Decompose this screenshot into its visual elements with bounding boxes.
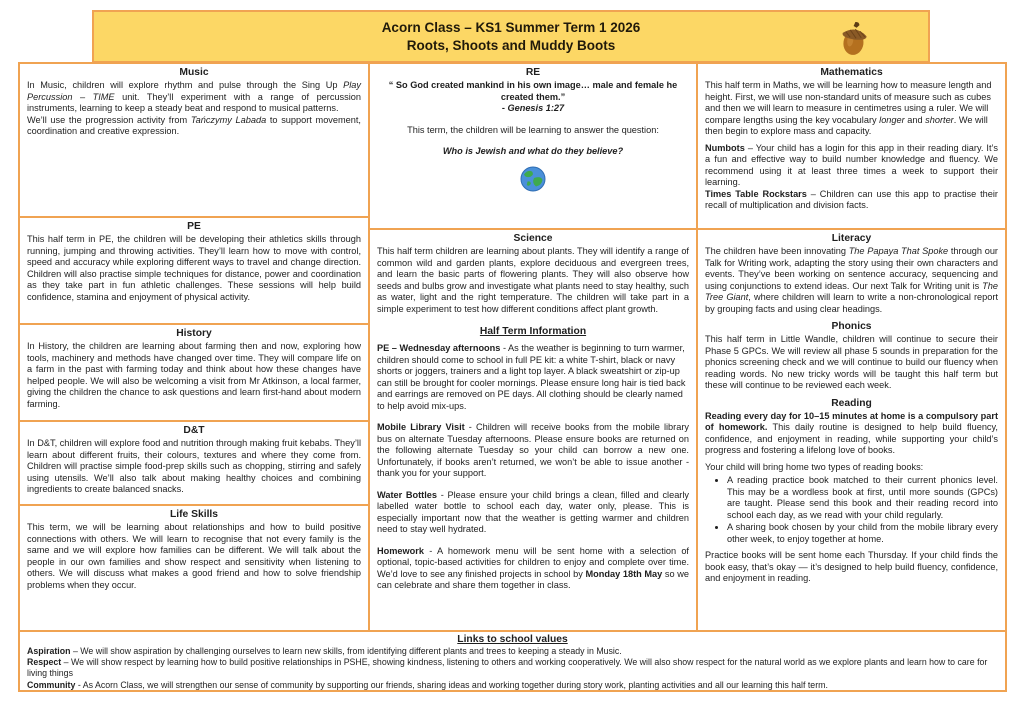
reading-books-list <box>705 475 998 545</box>
reading-book-item: • A sharing book chosen by your child from the mobile library every other week, to enjoy together at home. <box>727 522 998 545</box>
section-dt <box>18 420 370 506</box>
curriculum-columns <box>18 62 1007 632</box>
mathematics-paragraph: This half term in Maths, we will be learning how to measure length and height. First, we will use non-standard units of measure such as cubes and then we will learn to measure in centimetres using a ruler. We will compare lengths using the key vocabulary longer and shorter. We will then begin to explore mass and capacity. <box>705 80 992 136</box>
phonics-paragraph: This half term in Little Wandle, children will continue to secure their Phase 5 GPCs. We will review all phase 5 sounds in preparation for the phonics screening check and we will continue to build our fluency when reading words. No new tricky words will be taught this half term but these will continue to be reviewed each week. <box>705 334 998 390</box>
music-paragraph: In Music, children will explore rhythm and pulse through the Sing Up Play Percussion – TIME unit. They’ll experiment with a range of percussion instruments, learning to keep a steady beat and respond to musical patterns. <box>27 80 362 113</box>
reading-books-intro: Your child will bring home two types of reading books: <box>705 461 924 472</box>
re-quote: “ So God created mankind in his own image… male and female he created them.” <box>388 80 678 102</box>
music-title: Music <box>179 67 209 78</box>
music-paragraph: We’ll use the progression activity from Tańczymy Labada to support movement, coordination and creative expression. <box>27 114 361 136</box>
phonics-title: Phonics <box>831 321 872 332</box>
right-column <box>696 62 1007 632</box>
section-music <box>18 62 370 218</box>
section-life-skills <box>18 504 370 632</box>
half-term-library-paragraph: Mobile Library Visit - Children will receive books from the mobile library bus on alternate Tuesday afternoons. Please ensure books are returned on the following alternate Tuesday so your child can borrow a new one. Unfortunately, if books aren’t returned, we won’t be able to issue another - thank you for your support. <box>377 422 689 478</box>
reading-title: Reading <box>831 397 872 409</box>
section-literacy-phonics-reading <box>696 228 1007 632</box>
middle-column <box>368 62 698 632</box>
section-mathematics <box>696 62 1007 230</box>
science-title: Science <box>513 233 553 244</box>
re-attribution: - Genesis 1:27 <box>501 103 565 113</box>
left-column <box>18 62 370 632</box>
numbots-paragraph: Numbots – Your child has a login for this app in their reading diary. It’s a fun and effective way to build number knowledge and fluency. We recommend using it at least three times a week to support their learning. <box>705 142 998 187</box>
globe-icon <box>520 166 546 192</box>
acorn-icon <box>838 21 870 57</box>
literacy-title: Literacy <box>831 233 872 244</box>
header-titles <box>382 19 641 54</box>
section-school-values <box>18 630 1007 692</box>
section-re <box>368 62 698 230</box>
curriculum-table <box>18 62 1007 692</box>
life-skills-paragraph: This term, we will be learning about relationships and how to build positive connections with others. We will learn to recognise that not every family is the same and we will explore how families can be different. We will talk about the people in our own families and show respect and sensitivity when listening to others. We will discuss what makes a good friend and how to solve friendship problems when they occur. <box>27 522 361 590</box>
school-values-title: Links to school values <box>457 634 568 645</box>
class-title: Acorn Class – KS1 Summer Term 1 2026 <box>381 20 641 35</box>
aspiration-line: Aspiration – We will show aspiration by challenging ourselves to learn new skills, from identifying different plants and trees to keeping a steady in Music. <box>27 646 622 656</box>
half-term-pe-paragraph: PE – Wednesday afternoons - As the weather is beginning to turn warmer, children should come to school in full PE kit: a white T-shirt, black or navy shorts or joggers, trainers and a light top layer. A black sweatshirt or zip-up can still be brought for cooler mornings. Please ensure long hair is tied back and earrings are removed on PE days. All clothing should be clearly named to help avoid mix-ups. <box>377 343 686 411</box>
history-title: History <box>176 328 212 339</box>
half-term-homework-paragraph: Homework - A homework menu will be sent home with a selection of optional, topic-based activities for children to enjoy and complete over time. We’d love to see any finished projects in school by Monday 18th May so we can celebrate and share them together in class. <box>377 545 690 590</box>
science-paragraph: This half term children are learning about plants. They will identify a range of common wild and garden plants, explore deciduous and evergreen trees, and learn the basic parts of flowering plants. They will also observe how seeds and bulbs grow and investigate what plants need to stay healthy, such as water, light and the right temperature. The children will take part in a simple experiment to test how different conditions affect plant growth. <box>377 246 689 314</box>
section-pe <box>18 216 370 325</box>
pe-paragraph: This half term in PE, the children will be developing their athletics skills through running, jumping and throwing activities. They’ll learn how to move with control, speed and accuracy while exploring different ways to travel and change direction. Children will also practise simple techniques for distance, power and coordination as they take part in fun athletic challenges. These sessions will help build confidence, stamina and enjoyment of physical activity. <box>27 234 361 302</box>
history-paragraph: In History, the children are learning about farming then and now, exploring how tools, machinery and methods have changed over time. They will compare life on a farm in the past with farming today and think about how these changes have helped people. We will also be welcoming a visit from Mr Atkinson, a local farmer, giving the children the chance to ask questions and learn first-hand about modern farming. <box>27 341 361 409</box>
re-title: RE <box>525 67 541 78</box>
topic-title: Roots, Shoots and Muddy Boots <box>406 37 616 53</box>
re-intro: This term, the children will be learning to answer the question: <box>407 124 659 135</box>
newsletter-header <box>92 10 930 63</box>
literacy-paragraph: The children have been innovating The Papaya That Spoke through our Talk for Writing work, adapting the story using their own characters and events. They’ve been working on sentence accuracy, sequencing and using conjunctions to extend ideas. Our next Talk for Writing unit is The Tree Giant, where children will learn to write a non-chronological report by grouping facts and using clear headings. <box>705 246 998 314</box>
dt-paragraph: In D&T, children will explore food and nutrition through making fruit kebabs. They’ll learn about different fruits, their colours, textures and where they come from. Children will practise simple food-prep skills such as chopping, stirring and safely using utensils. We’ll also talk about making healthy choices and combining ingredients to create balanced snacks. <box>27 438 361 494</box>
mathematics-title: Mathematics <box>820 67 883 78</box>
life-skills-title: Life Skills <box>169 509 219 520</box>
pe-title: PE <box>187 221 201 232</box>
respect-line: Respect – We will show respect by learning how to build positive relationships in PSHE, showing kindness, listening to others and working cooperatively. We will also show respect for the natural world as we explore plants and learn how to care for living things <box>27 657 988 679</box>
re-question: Who is Jewish and what do they believe? <box>442 146 624 156</box>
half-term-info-title: Half Term Information <box>479 326 587 337</box>
section-science-and-half-term-info <box>368 228 698 632</box>
reading-closing-paragraph: Practice books will be sent home each Thursday. If your child finds the book easy, that’s okay — it’s designed to help build fluency, confidence, and enjoyment in reading. <box>705 550 998 583</box>
half-term-water-paragraph: Water Bottles - Please ensure your child brings a clean, filled and clearly labelled water bottle to school each day, water only, please. This is especially important now that the weather is getting warmer and children need to stay well hydrated. <box>377 489 690 534</box>
reading-book-item: • A reading practice book matched to their current phonics level. This may be a wordless book at first, until more sounds (GPCs) are taught. Please send this book and their reading record into school each day, as we read with your child regularly. <box>727 475 998 521</box>
dt-title: D&T <box>183 425 205 436</box>
community-line: Community - As Acorn Class, we will strengthen our sense of community by supporting our friends, sharing ideas and working together during story work, planting activities and all our learning this half term. <box>27 679 828 690</box>
section-history <box>18 323 370 422</box>
times-table-rockstars-paragraph: Times Table Rockstars – Children can use this app to practise their recall of multiplication and division facts. <box>705 188 998 210</box>
reading-paragraph: Reading every day for 10–15 minutes at home is a compulsory part of homework. This daily routine is designed to help build fluency, confidence, and enjoyment in reading, while supporting your child’s progress and fostering a lifelong love of books. <box>705 410 998 455</box>
